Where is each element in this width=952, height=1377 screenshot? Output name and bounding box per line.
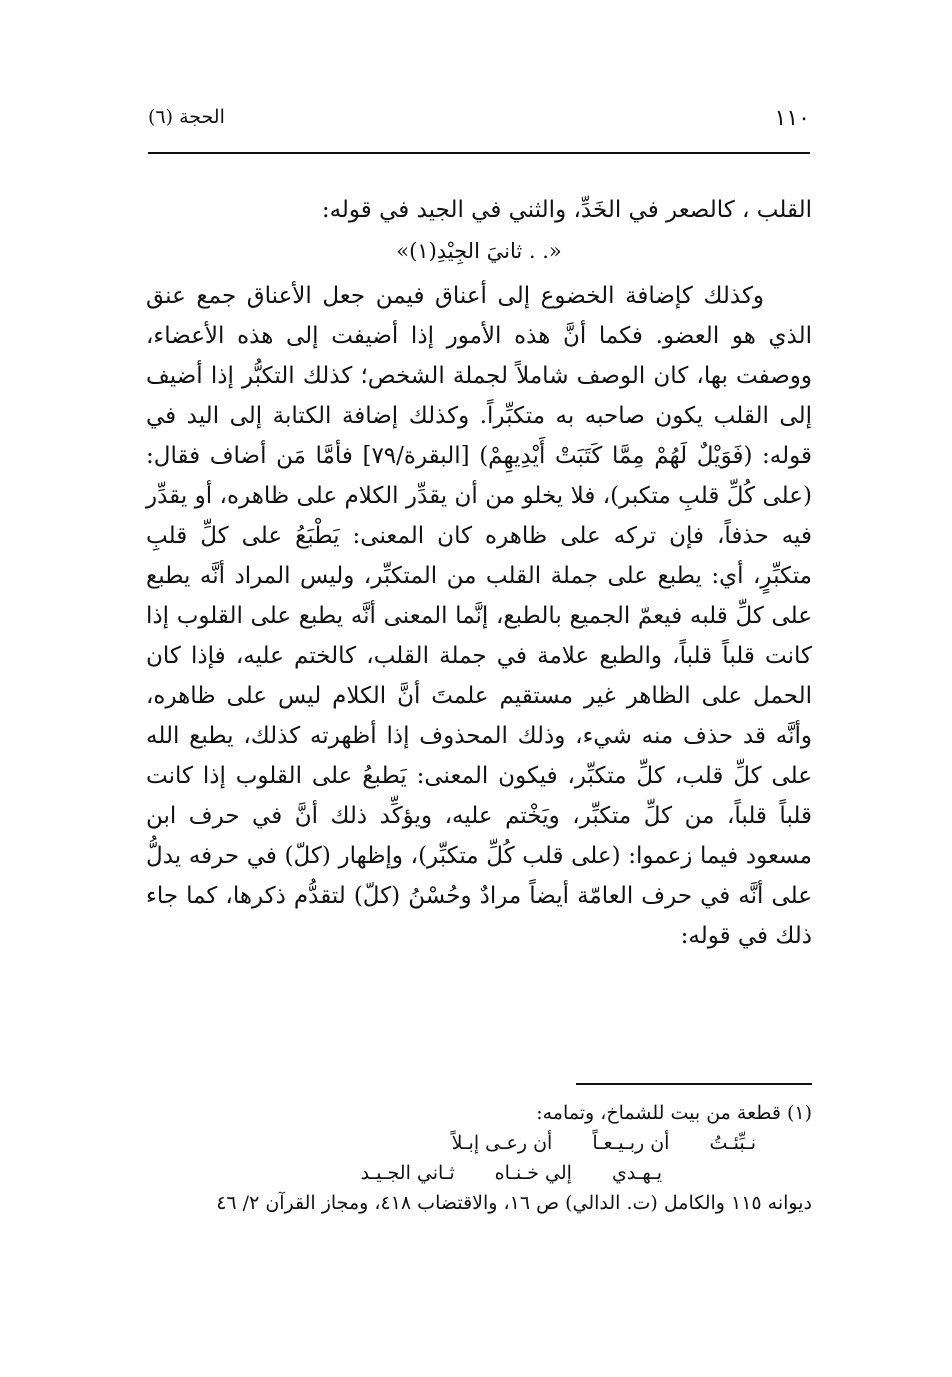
body-line-1: القلب ، كالصعر في الخَدِّ، والثني في الجيد في قوله: <box>321 197 812 223</box>
page-number: ١١٠ <box>774 106 810 131</box>
header-rule <box>148 152 810 154</box>
verse-word: ثـاني الجـيـد <box>360 1162 455 1184</box>
footnote-verse-line-2 <box>146 1158 662 1188</box>
footnotes <box>146 1098 812 1218</box>
verse-word: إلي خـنـاه <box>494 1162 572 1184</box>
footnote-rule <box>576 1083 812 1085</box>
main-text <box>146 190 812 956</box>
running-title: الحجة (٦) <box>148 106 225 128</box>
verse-word: نـبِّئـتُ <box>709 1132 756 1154</box>
body-paragraph: وكذلك كإضافة الخضوع إلى أعناق فيمن جعل الأعناق جمع عنق الذي هو العضو. فكما أنَّ هذه الأمور إذا أضيفت إلى هذه الأعضاء، ووصفت بها، كان الوصف شاملاً لجملة الشخص؛ كذلك التكبُّر إذا أضيف إلى القلب يكون صاحبه به متكبِّراً. وكذلك إضافة الكتابة إلى اليد في قوله: (فَوَيْلٌ لَهُمْ مِمَّا كَتَبَتْ أَيْدِيهِمْ) [البقرة/٧٩] فأمَّا مَن أضاف فقال: (على كُلِّ قلبِ متكبر)، فلا يخلو من أن يقدِّر الكلام على ظاهره، أو يقدِّر فيه حذفاً، فإن تركه على ظاهره كان المعنى: يَطْبَعُ على كلِّ قلبِ متكبِّرٍ، أي: يطبع على جملة القلب من المتكبِّر، وليس المراد أنَّه يطبع على كلِّ قلبه فيعمّ الجميع بالطبع، إنَّما المعنى أنَّه يطبع على القلوب إذا كانت قلباً قلباً، والطبع علامة في جملة القلب، كالختم عليه، فإذا كان الحمل على الظاهر غير مستقيم علمتَ أنَّ الكلام ليس على ظاهره، وأنَّه قد حذف منه شيء، وذلك المحذوف إذا أظهرته كذلك، يطبع الله على كلِّ قلب، كلِّ متكبِّر، فيكون المعنى: يَطبعُ على القلوب إذا كانت قلباً قلباً، من كلِّ متكبِّر، ويَخْتم عليه، ويؤكِّد ذلك أنَّ في حرف ابن مسعود فيما زعموا: (على قلب كُلِّ متكبِّر)، وإظهار (كلّ) في حرفه يدلُّ على أنَّه في حرف العامّة أيضاً مرادٌ وحُسْنُ (كلّ) لتقدُّم ذكرها، كما جاء ذلك في قوله: <box>146 283 812 949</box>
footnote-source: ديوانه ١١٥ والكامل (ت. الدالي) ص ١٦، والاقتضاب ٤١٨، ومجاز القرآن ٢/ ٤٦ <box>216 1192 812 1214</box>
page-header <box>148 104 810 144</box>
verse-quote: «. . ثانيَ الجِيْدِ(١)» <box>396 239 562 263</box>
verse-word: يـهـدي <box>611 1162 662 1184</box>
verse-word: أن رعـى إبـلاً <box>451 1132 553 1154</box>
footnote-intro: (١) قطعة من بيت للشماخ، وتمامه: <box>536 1102 812 1124</box>
footnote-verse-line-1 <box>146 1128 756 1158</box>
verse-word: أن ربـيـعـاً <box>592 1132 670 1154</box>
